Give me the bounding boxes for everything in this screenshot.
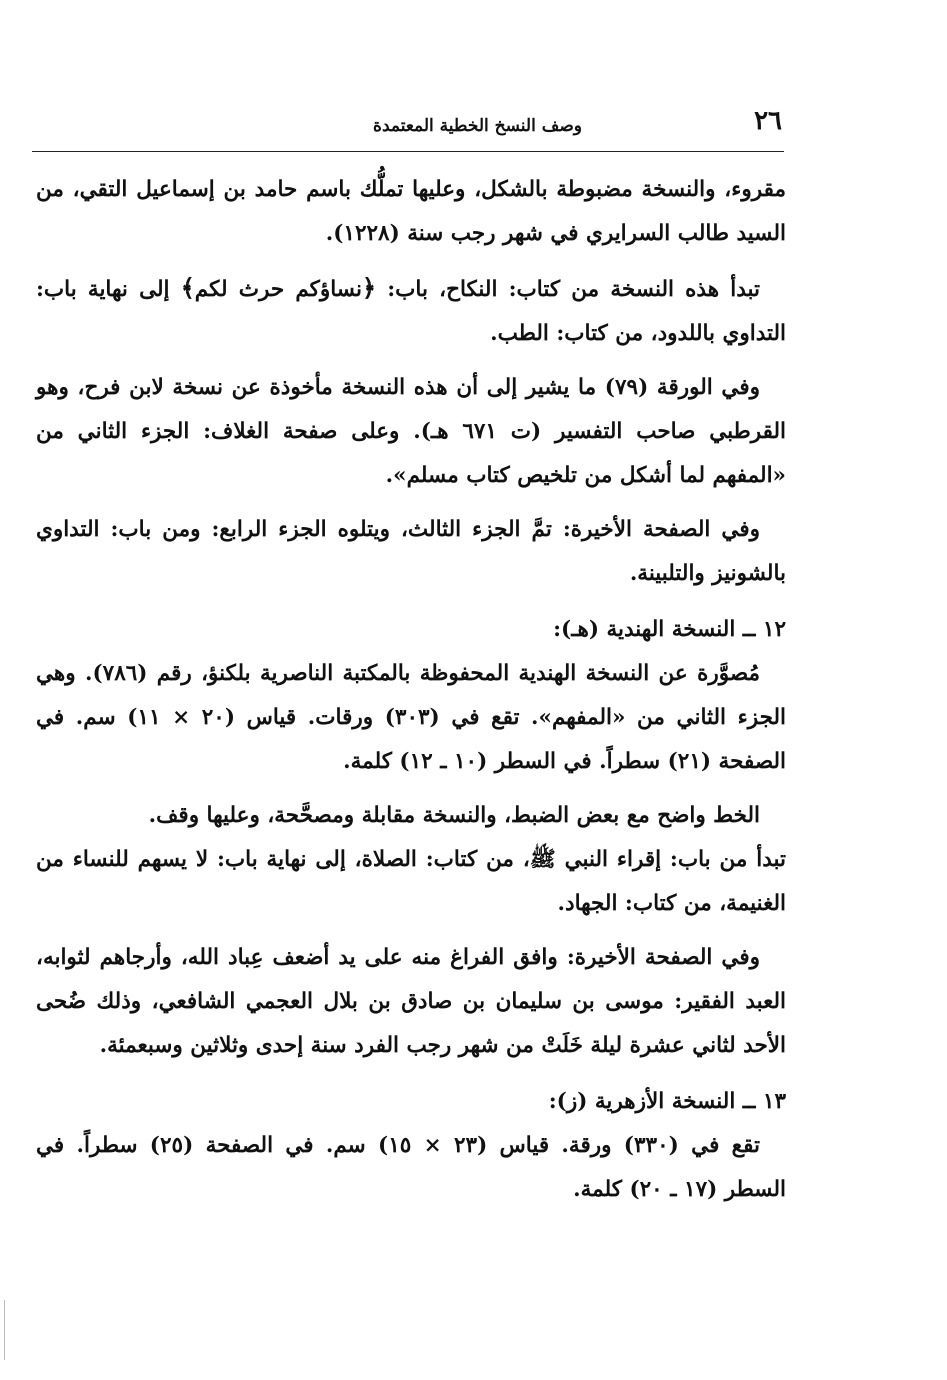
paragraph-last-page: وفي الصفحة الأخيرة: تمَّ الجزء الثالث، ويتلوه الجزء الرابع: ومن باب: التداوي بالشونيز والتلبينة. bbox=[36, 517, 786, 586]
paragraph-colophon: وفي الصفحة الأخيرة: وافق الفراغ منه على يد أضعف عِباد الله، وأرجاهم لثوابه، العبد الفقير: موسى بن سليمان بن صادق بن بلال العجمي الشافعي، وذلك ضُحى الأحد لثاني عشرة ليلة خَلَتْ من شهر رجب الفرد سنة إحدى وثلاثين وسبعمئة. bbox=[36, 945, 786, 1058]
running-title: وصف النسخ الخطية المعتمدة bbox=[373, 116, 582, 136]
paragraph-script: الخط واضح مع بعض الضبط، والنسخة مقابلة ومصحَّحة، وعليها وقف. bbox=[148, 803, 760, 828]
page-number: ٢٦ bbox=[754, 106, 782, 136]
ornate-bracket-open: ﴿ bbox=[361, 273, 377, 302]
running-head bbox=[32, 102, 782, 148]
header-rule bbox=[32, 151, 784, 152]
text-segment: إلى نهاية باب: التداوي باللدود، من كتاب: الطب. bbox=[36, 277, 786, 346]
paragraph-leaf-79: وفي الورقة (٧٩) ما يشير إلى أن هذه النسخة مأخوذة عن نسخة لابن فرح، وهو القرطبي صاحب التفسير (ت ٦٧١ هـ). وعلى صفحة الغلاف: الجزء الثاني من «المفهم لما أشكل من تلخيص كتاب مسلم». bbox=[36, 375, 786, 488]
paragraph-indian-copy: مُصوَّرة عن النسخة الهندية المحفوظة بالمكتبة الناصرية بلكنؤ، رقم (٧٨٦). وهي الجزء الثاني من «المفهم». تقع في (٣٠٣) ورقات. قياس (٢٠ × ١١) سم. في الصفحة (٢١) سطراً. في السطر (١٠ ـ ١٢) كلمة. bbox=[36, 661, 786, 774]
section-heading-13: ١٣ ــ النسخة الأزهرية (ز): bbox=[548, 1089, 786, 1114]
paragraph-continuation: مقروء، والنسخة مضبوطة بالشكل، وعليها تملُّك باسم حامد بن إسماعيل التقي، من السيد طالب السرايري في شهر رجب سنة (١٢٢٨). bbox=[36, 177, 786, 246]
quran-quote: نساؤكم حرث لكم bbox=[194, 277, 362, 302]
paragraph-begins: تبدأ من باب: إقراء النبي ﷺ، من كتاب: الصلاة، إلى نهاية باب: لا يسهم للنساء من الغنيمة، من كتاب: الجهاد. bbox=[36, 847, 786, 916]
ornate-bracket-close: ﴾ bbox=[180, 273, 195, 302]
section-heading-12: ١٢ ــ النسخة الهندية (هـ): bbox=[553, 617, 786, 642]
text-segment: تبدأ هذه النسخة من كتاب: النكاح، باب: bbox=[376, 277, 760, 302]
paragraph-azhar-copy: تقع في (٣٣٠) ورقة. قياس (٢٣ × ١٥) سم. في الصفحة (٢٥) سطراً. في السطر (١٧ ـ ٢٠) كلمة. bbox=[36, 1133, 786, 1202]
paragraph-start-of-copy bbox=[36, 266, 786, 356]
scan-edge-mark bbox=[4, 1300, 5, 1360]
body-text bbox=[36, 168, 786, 1212]
